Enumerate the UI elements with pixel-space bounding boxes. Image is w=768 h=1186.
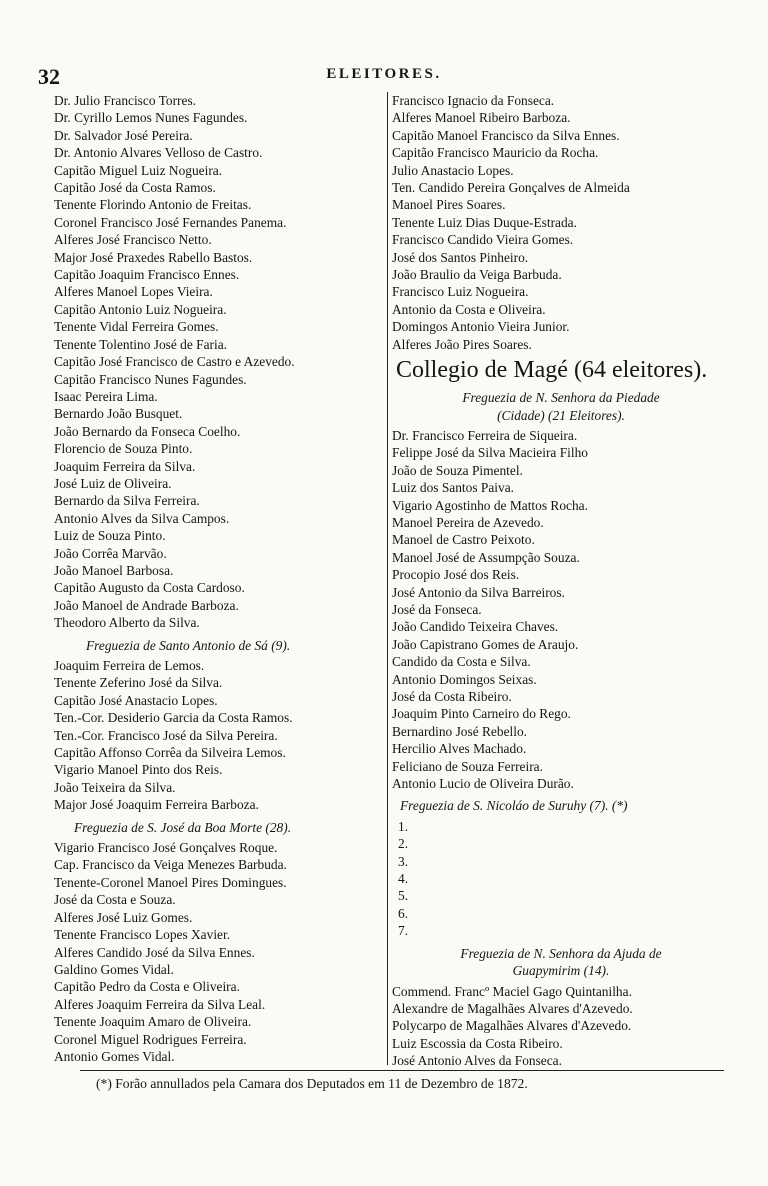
elector-line: Bernardo João Busquet. [54, 406, 183, 422]
elector-line: Tenente-Coronel Manoel Pires Domingues. [54, 874, 287, 890]
elector-line: Vigario Manoel Pinto dos Reis. [54, 762, 223, 778]
college-heading: Collegio de Magé (64 eleitores). [396, 357, 708, 384]
elector-line: Julio Anastacio Lopes. [392, 162, 514, 178]
elector-line: Ten. Candido Pereira Gonçalves de Almeida [392, 180, 630, 196]
elector-line: Major José Praxedes Rabello Bastos. [54, 249, 253, 265]
elector-line: Polycarpo de Magalhães Alvares d'Azevedo. [392, 1018, 632, 1034]
elector-line: Tenente Joaquim Amaro de Oliveira. [54, 1014, 252, 1030]
elector-line: Dr. Julio Francisco Torres. [54, 93, 196, 108]
elector-list-guapymirim [392, 983, 730, 1070]
elector-line: Feliciano de Souza Ferreira. [392, 758, 543, 774]
elector-line: Bernardo da Silva Ferreira. [54, 493, 200, 509]
elector-line: Ten.-Cor. Francisco José da Silva Pereira. [54, 727, 278, 743]
elector-line: Theodoro Alberto da Silva. [54, 615, 200, 631]
elector-list-boa-morte [54, 839, 384, 1065]
elector-line: Dr. Cyrillo Lemos Nunes Fagundes. [54, 110, 248, 126]
elector-line: Ten.-Cor. Desiderio Garcia da Costa Ramos. [54, 710, 293, 726]
elector-line: Antonio Alves da Silva Campos. [54, 510, 230, 526]
elector-line: Dr. Francisco Ferreira de Siqueira. [392, 427, 578, 443]
elector-line: Bernardino José Rebello. [392, 723, 527, 739]
elector-line: Alferes José Luiz Gomes. [54, 909, 193, 925]
elector-line: Manoel de Castro Peixoto. [392, 532, 535, 548]
parish-heading-line: Guapymirim (14). [512, 963, 610, 979]
parish-heading-suruhy: Freguezia de S. Nicoláo de Suruhy (7). (*) [400, 798, 628, 814]
elector-line: Antonio Gomes Vidal. [54, 1048, 175, 1064]
elector-line: Antonio Domingos Seixas. [392, 671, 537, 687]
elector-line: Vigario Francisco José Gonçalves Roque. [54, 840, 278, 856]
elector-line: Cap. Francisco da Veiga Menezes Barbuda. [54, 857, 287, 873]
elector-line: Joaquim Ferreira de Lemos. [54, 658, 205, 673]
parish-heading-guapymirim [392, 945, 730, 980]
elector-line: João Teixeira da Silva. [54, 779, 176, 795]
elector-line: Luiz de Souza Pinto. [54, 528, 166, 544]
elector-line: José da Fonseca. [392, 601, 482, 617]
elector-line: Alferes Candido José da Silva Ennes. [54, 944, 255, 960]
elector-line: Dr. Salvador José Pereira. [54, 127, 193, 143]
elector-line: Felippe José da Silva Macieira Filho [392, 445, 588, 461]
list-number: 3. [398, 853, 409, 869]
elector-line: Hercilio Alves Machado. [392, 741, 527, 757]
elector-line: Capitão Joaquim Francisco Ennes. [54, 267, 240, 283]
elector-line: José da Costa e Souza. [54, 892, 176, 908]
elector-line: Francisco Ignacio da Fonseca. [392, 93, 555, 108]
elector-list-santo-antonio [54, 657, 384, 814]
footnote: (*) Forão annullados pela Camara dos Deputados em 11 de Dezembro de 1872. [96, 1076, 528, 1091]
elector-line: Vigario Agostinho de Mattos Rocha. [392, 497, 588, 513]
elector-line: Joaquim Pinto Carneiro do Rego. [392, 706, 571, 722]
list-number: 6. [398, 905, 409, 921]
elector-line: José Antonio da Silva Barreiros. [392, 584, 565, 600]
elector-line: Tenente Francisco Lopes Xavier. [54, 927, 231, 943]
elector-line: Luiz dos Santos Paiva. [392, 480, 514, 496]
left-column [54, 92, 384, 1065]
elector-line: João Manoel de Andrade Barboza. [54, 597, 239, 613]
numbered-list-suruhy [392, 818, 730, 940]
elector-list-continued-left [54, 92, 384, 632]
elector-line: Tenente Florindo Antonio de Freitas. [54, 197, 252, 213]
list-number: 1. [398, 818, 409, 834]
elector-line: Capitão Pedro da Costa e Oliveira. [54, 979, 240, 995]
elector-line: Alferes Manoel Ribeiro Barboza. [392, 110, 571, 126]
list-number: 7. [398, 923, 409, 939]
elector-line: Alferes Manoel Lopes Vieira. [54, 284, 213, 300]
elector-line: Manoel Pires Soares. [392, 197, 506, 213]
elector-line: João Bernardo da Fonseca Coelho. [54, 423, 241, 439]
parish-heading-boa-morte: Freguezia de S. José da Boa Morte (28). [74, 819, 292, 835]
elector-line: Coronel Francisco José Fernandes Panema. [54, 214, 287, 230]
elector-line: Tenente Zeferino José da Silva. [54, 675, 223, 691]
list-number: 4. [398, 871, 409, 887]
elector-line: José Luiz de Oliveira. [54, 475, 172, 491]
elector-line: Capitão Augusto da Costa Cardoso. [54, 580, 245, 596]
elector-line: Capitão José Anastacio Lopes. [54, 692, 218, 708]
elector-line: Capitão Manoel Francisco da Silva Ennes. [392, 127, 620, 143]
elector-line: João Candido Teixeira Chaves. [392, 619, 559, 635]
elector-line: Tenente Vidal Ferreira Gomes. [54, 319, 219, 335]
elector-line: José Antonio Alves da Fonseca. [392, 1053, 562, 1069]
elector-line: Francisco Luiz Nogueira. [392, 284, 529, 300]
running-title: ELEITORES. [326, 66, 442, 82]
elector-line: Alferes Joaquim Ferreira da Silva Leal. [54, 996, 266, 1012]
elector-line: João de Souza Pimentel. [392, 462, 523, 478]
elector-line: Alferes José Francisco Netto. [54, 232, 212, 248]
page-number: 32 [38, 64, 60, 89]
elector-line: Isaac Pereira Lima. [54, 388, 158, 404]
elector-line: Alferes João Pires Soares. [392, 336, 532, 352]
list-number: 5. [398, 888, 409, 904]
elector-line: Manoel José de Assumpção Souza. [392, 549, 580, 565]
elector-line: Francisco Candido Vieira Gomes. [392, 232, 574, 248]
elector-line: Capitão Miguel Luiz Nogueira. [54, 162, 223, 178]
elector-line: João Manoel Barbosa. [54, 562, 174, 578]
elector-line: Antonio Lucio de Oliveira Durão. [392, 776, 574, 792]
elector-list-piedade [392, 427, 730, 793]
elector-line: Capitão Antonio Luiz Nogueira. [54, 301, 227, 317]
elector-line: Candido da Costa e Silva. [392, 654, 531, 670]
elector-line: Major José Joaquim Ferreira Barboza. [54, 797, 259, 813]
elector-line: Joaquim Ferreira da Silva. [54, 458, 196, 474]
elector-line: Tenente Luiz Dias Duque-Estrada. [392, 214, 577, 230]
elector-line: Commend. Francº Maciel Gago Quintanilha. [392, 983, 632, 999]
footnote-divider [80, 1070, 724, 1071]
parish-heading-santo-antonio: Freguezia de Santo Antonio de Sá (9). [86, 637, 291, 653]
elector-line: Procopio José dos Reis. [392, 567, 520, 583]
elector-line: Capitão Francisco Mauricio da Rocha. [392, 145, 599, 161]
elector-line: Capitão Francisco Nunes Fagundes. [54, 371, 247, 387]
right-column [387, 92, 730, 1069]
elector-line: Alexandre de Magalhães Alvares d'Azevedo. [392, 1000, 633, 1016]
elector-line: Dr. Antonio Alvares Velloso de Castro. [54, 145, 263, 161]
elector-line: Tenente Tolentino José de Faria. [54, 336, 228, 352]
parish-heading-line: Freguezia de N. Senhora da Ajuda de [460, 945, 662, 961]
elector-line: José da Costa Ribeiro. [392, 689, 512, 704]
list-number: 2. [398, 836, 409, 852]
elector-line: Capitão José Francisco de Castro e Azevedo. [54, 354, 295, 370]
elector-line: Capitão Affonso Corrêa da Silveira Lemos. [54, 745, 286, 761]
parish-heading-line: (Cidade) (21 Eleitores). [497, 407, 625, 423]
elector-line: João Capistrano Gomes de Araujo. [392, 636, 579, 652]
elector-list-continued-right [392, 92, 730, 353]
elector-line: Luiz Escossia da Costa Ribeiro. [392, 1035, 563, 1051]
elector-line: Florencio de Souza Pinto. [54, 441, 193, 457]
elector-line: Antonio da Costa e Oliveira. [392, 301, 546, 317]
parish-heading-piedade [392, 389, 730, 424]
parish-heading-line: Freguezia de N. Senhora da Piedade [462, 390, 660, 406]
elector-line: Capitão José da Costa Ramos. [54, 180, 216, 196]
elector-line: Manoel Pereira de Azevedo. [392, 514, 544, 530]
elector-line: João Braulio da Veiga Barbuda. [392, 267, 562, 283]
elector-line: José dos Santos Pinheiro. [392, 249, 529, 265]
elector-line: Galdino Gomes Vidal. [54, 961, 174, 977]
elector-line: Coronel Miguel Rodrigues Ferreira. [54, 1031, 247, 1047]
elector-line: Domingos Antonio Vieira Junior. [392, 319, 570, 335]
elector-line: João Corrêa Marvão. [54, 545, 167, 561]
